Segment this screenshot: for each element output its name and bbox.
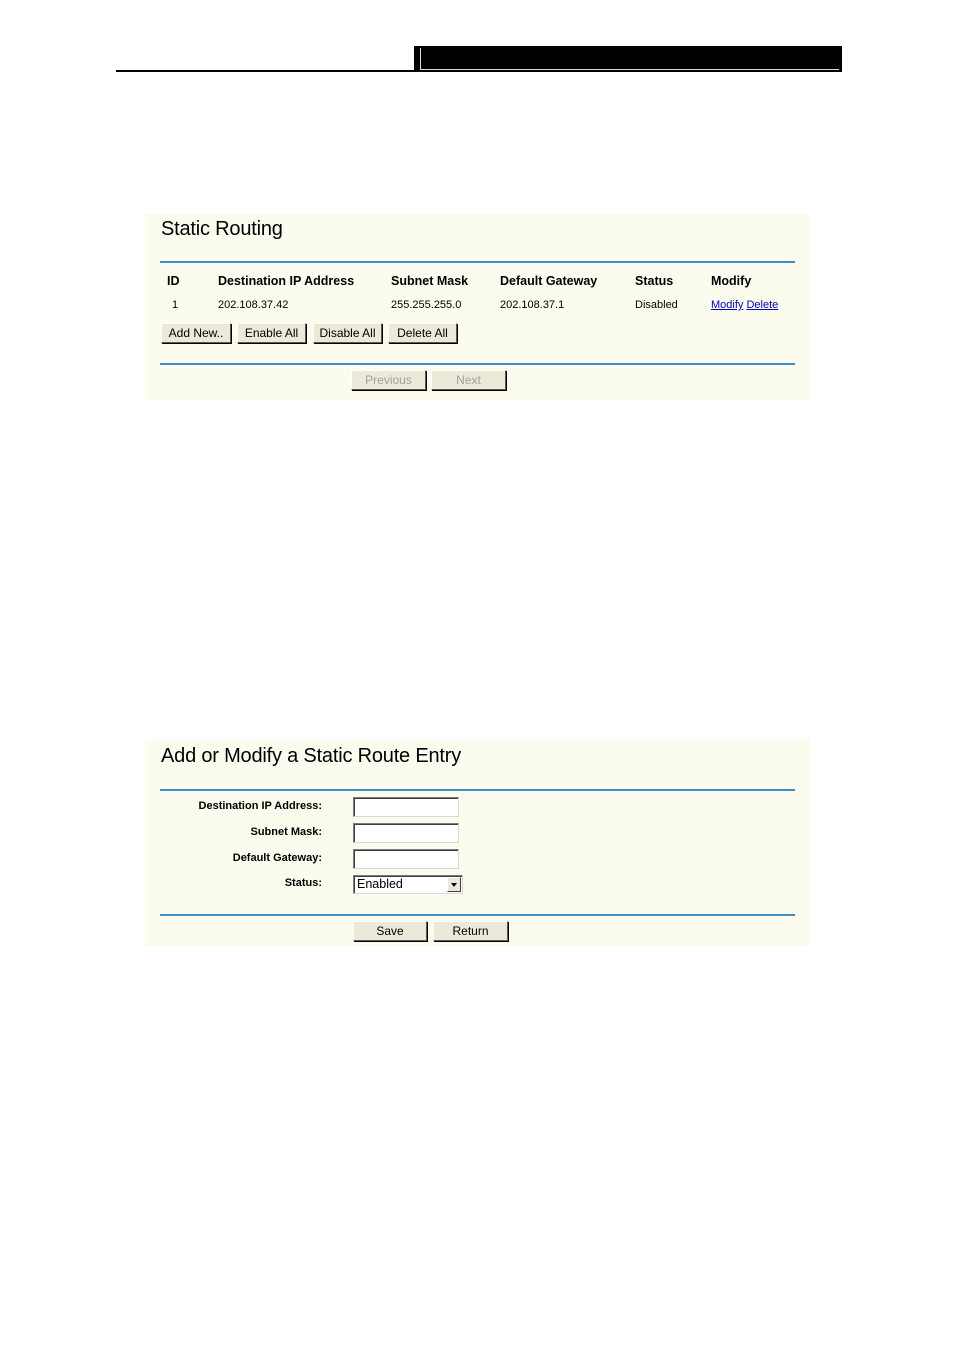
enable-all-button[interactable]: Enable All — [237, 323, 306, 343]
delete-link[interactable]: Delete — [746, 299, 779, 311]
save-button[interactable]: Save — [353, 921, 427, 941]
row-destination: 202.108.37.42 — [218, 299, 289, 311]
row-default-gateway: 202.108.37.1 — [500, 299, 565, 311]
column-header-subnet-mask: Subnet Mask — [391, 274, 469, 288]
row-actions — [711, 299, 778, 311]
column-header-destination: Destination IP Address — [218, 274, 355, 288]
return-button[interactable]: Return — [433, 921, 508, 941]
chevron-down-icon[interactable] — [447, 877, 461, 892]
static-route-entry-panel — [145, 740, 810, 946]
form-title: Add or Modify a Static Route Entry — [161, 745, 462, 767]
add-new-button[interactable]: Add New.. — [161, 323, 231, 343]
subnet-mask-input[interactable] — [353, 823, 459, 843]
divider — [160, 914, 795, 916]
delete-all-button[interactable]: Delete All — [388, 323, 457, 343]
row-status: Disabled — [635, 299, 678, 311]
default-gateway-input[interactable] — [353, 849, 459, 869]
modify-link[interactable]: Modify — [711, 299, 744, 311]
row-subnet-mask: 255.255.255.0 — [391, 299, 462, 311]
subnet-mask-label: Subnet Mask: — [250, 826, 322, 838]
divider — [160, 363, 795, 365]
divider — [160, 261, 795, 263]
next-button[interactable]: Next — [431, 370, 506, 390]
column-header-default-gateway: Default Gateway — [500, 274, 598, 288]
static-routing-panel — [145, 214, 810, 400]
column-header-modify: Modify — [711, 274, 752, 288]
previous-button[interactable]: Previous — [351, 370, 426, 390]
document-header-bar — [414, 46, 842, 72]
status-select[interactable] — [353, 875, 463, 894]
default-gateway-label: Default Gateway: — [232, 852, 322, 864]
status-select-value: Enabled — [357, 877, 403, 891]
disable-all-button[interactable]: Disable All — [313, 323, 382, 343]
status-label: Status: — [284, 877, 322, 889]
column-header-id: ID — [167, 274, 180, 288]
page-title: Static Routing — [161, 218, 283, 240]
row-id: 1 — [172, 299, 179, 311]
destination-ip-label: Destination IP Address: — [198, 800, 322, 812]
destination-ip-input[interactable] — [353, 797, 459, 817]
divider — [160, 789, 795, 791]
column-header-status: Status — [635, 274, 674, 288]
